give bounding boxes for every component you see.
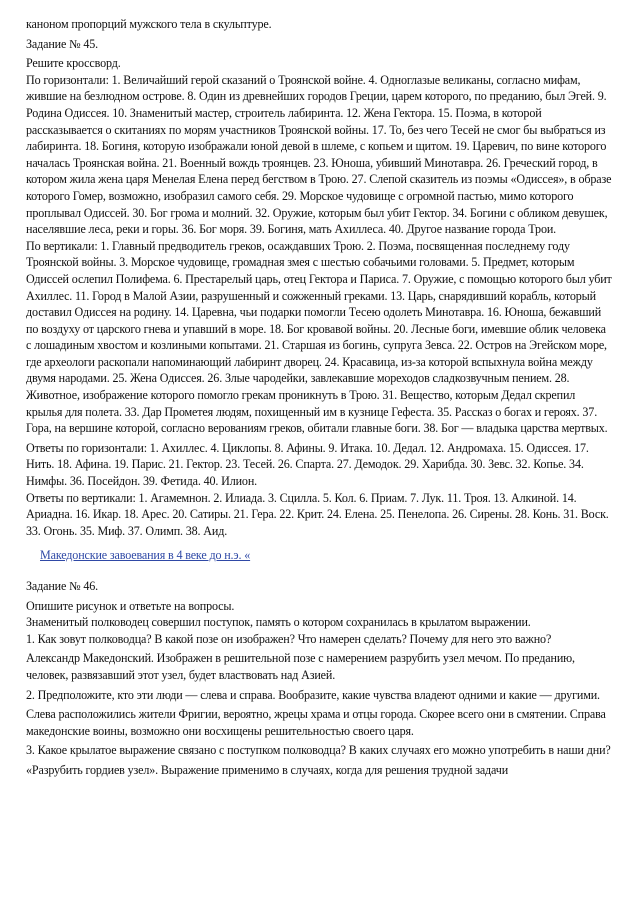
answers-horizontal: Ответы по горизонтали: 1. Ахиллес. 4. Циклопы. 8. Афины. 9. Итака. 10. Дедал. 12. Андромаха. 15. Одиссея. 17. Нить. 18. Афина. 19. Парис. 21. Гектор. 23. Тесей. 26. Спарта. 27. Демодок. 29. Харибда. 30. Зевс. 32. Копье. 34. Нимфы. 36. Посейдон. 39. Фетида. 40. Илион. <box>26 440 589 489</box>
question-2: 2. Предположите, кто эти люди — слева и справа. Вообразите, какие чувства владеют одними и какие — другими. <box>26 687 600 702</box>
task46-instruction: Опишите рисунок и ответьте на вопросы. <box>26 598 235 613</box>
answer-1: Александр Македонский. Изображен в решительной позе с намерением разрубить узел мечом. По преданию, человек, развязавший этот узел, будет властвовать над Азией. <box>26 651 575 682</box>
task45-instruction: Решите кроссворд. <box>26 56 121 71</box>
horizontal-clues: По горизонтали: 1. Величайший герой сказаний о Троянской войне. 4. Одноглазые великаны, согласно мифам, жившие на безлюдном острове. 8. Один из древнейших городов Греции, царем которого, по преданию, был Эгей. 9. Родина Одиссея. 10. Знаменитый мастер, строитель лабиринта. 12. Жена Гектора. 15. Поэма, в которой рассказывается о скитаниях по морям участников Троянской войны. 17. То, без чего Тесей не смог бы выбраться из лабиринта. 18. Богиня, которую изображали юной девой в шлеме, с копьем и щитом. 19. Царевич, по вине которого началась Троянская война. 21. Военный вождь троянцев. 23. Юноша, убивший Минотавра. 26. Греческий город, в котором жила жена царя Менелая Елена перед бегством в Трою. 27. Слепой сказитель из поэмы «Одиссея», в образе которого Гомер, возможно, изобразил самого себя. 29. Морское чудовище с огромной пастью, мимо которого проплывал Одиссей. 30. Бог грома и молний. 32. Оружие, которым был убит Гектор. 34. Богини с обликом девушек, населявшие леса, реки и горы. 36. Бог моря. 39. Богиня, мать Ахиллеса. 40. Другое название города Трои. <box>26 72 612 237</box>
task45-body <box>26 55 612 437</box>
link-row <box>26 547 612 564</box>
answer-2: Слева расположились жители Фригии, вероятно, жрецы храма и отцы города. Скорее всего они в смятении. Справа македонские воины, возможно они восхищены решительностью своего царя. <box>26 707 606 738</box>
top-fragment: каноном пропорций мужского тела в скульптуре. <box>26 17 272 31</box>
answers-vertical: Ответы по вертикали: 1. Агамемнон. 2. Илиада. 3. Сцилла. 5. Кол. 6. Приам. 7. Лук. 11. Троя. 13. Алкиной. 14. Ариадна. 16. Икар. 18. Арес. 20. Сатиры. 21. Гера. 22. Крит. 24. Елена. 25. Пенелопа. 26. Сирены. 28. Конь. 31. Воск. 33. Огонь. 35. Миф. 37. Олимп. 38. Аид. <box>26 490 609 538</box>
vertical-clues: По вертикали: 1. Главный предводитель греков, осаждавших Трою. 2. Поэма, посвященная последнему году Троянской войны. 3. Морское чудовище, громадная змея с шестью собачьими головами. 5. Предмет, которым Одиссей ослепил Полифема. 6. Престарелый царь, отец Гектора и Париса. 7. Оружие, с помощью которого был убит Ахиллес. 11. Город в Малой Азии, разрушенный и сожженный греками. 13. Царь, снарядивший корабль, который доставил Одиссея на родину. 14. Царевна, чьи подарки помогли Тесею одолеть Минотавра. 16. Юноша, бежавший по воздуху от царского гнева и упавший в море. 18. Бог кровавой войны. 20. Лесные боги, имевшие облик человека с лошадиным хвостом и козлиными копытами. 21. Старшая из богинь, супруга Зевса. 22. Остров на Эгейском море, где археологи раскопали напоминающий лабиринт дворец. 24. Красавица, из-за которой вспыхнула война между двумя народами. 25. Жена Одиссея. 26. Злые чародейки, завлекавшие мореходов сладкозвучным пением. 28. Животное, изображение которого помогло грекам проникнуть в Трою. 31. Вещество, которым Дедал скрепил крылья для полета. 33. Дар Прометея людям, похищенный им в кузнице Гефеста. 35. Рассказ о богах и героях. 37. Гора, на вершине которой, согласно верованиям греков, обитали главные боги. 38. Бог — владыка царства мертвых. <box>26 238 612 436</box>
answer-3: «Разрубить гордиев узел». Выражение применимо в случаях, когда для решения трудной задачи <box>26 762 509 777</box>
answers-block <box>26 440 612 540</box>
question-3: 3. Какое крылатое выражение связано с поступком полководца? В каких случаях его можно употребить в наши дни? <box>26 743 611 758</box>
question-1: 1. Как зовут полководца? В какой позе он изображен? Что намерен сделать? Почему для него это важно? <box>26 631 552 646</box>
task46-intro: Знаменитый полководец совершил поступок, память о котором сохранилась в крылатом выражении. <box>26 615 531 630</box>
macedonian-conquests-link[interactable]: Македонские завоевания в 4 веке до н.э. « <box>40 548 251 563</box>
document-page <box>26 16 612 782</box>
task45-heading: Задание № 45. <box>26 36 99 51</box>
task46-body <box>26 598 612 648</box>
task46-heading: Задание № 46. <box>26 579 99 593</box>
